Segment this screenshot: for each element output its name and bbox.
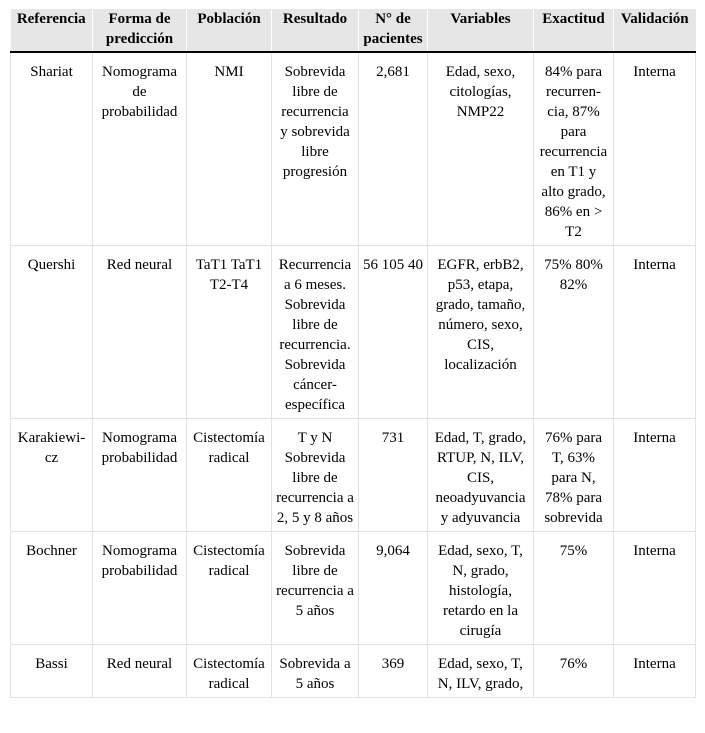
cell-resultado: T y N Sobrevida libre de recurrencia a 2, 5 y 8 años bbox=[272, 419, 359, 532]
header-referencia: Referencia bbox=[11, 9, 93, 52]
header-exactitud: Exactitud bbox=[534, 9, 614, 52]
header-poblacion: Población bbox=[187, 9, 272, 52]
cell-exactitud: 76% bbox=[534, 645, 614, 698]
prediction-models-table bbox=[10, 9, 696, 698]
cell-validacion: Interna bbox=[614, 52, 696, 246]
cell-resultado: Recurrencia a 6 meses. Sobrevida libre de recurrencia. Sobrevida cáncer-específica bbox=[272, 246, 359, 419]
header-row bbox=[11, 9, 696, 52]
cell-pacientes: 369 bbox=[359, 645, 428, 698]
cell-poblacion: TaT1 TaT1 T2-T4 bbox=[187, 246, 272, 419]
cell-variables: Edad, T, grado, RTUP, N, ILV, CIS, neoadyuvancia y adyuvancia bbox=[428, 419, 534, 532]
table-row bbox=[11, 532, 696, 645]
cell-poblacion: Cistectomía radical bbox=[187, 419, 272, 532]
header-pacientes: N° de pacientes bbox=[359, 9, 428, 52]
cell-pacientes: 9,064 bbox=[359, 532, 428, 645]
cell-forma: Nomograma probabilidad bbox=[93, 419, 187, 532]
cell-variables: Edad, sexo, citologías, NMP22 bbox=[428, 52, 534, 246]
header-validacion: Validación bbox=[614, 9, 696, 52]
cell-forma: Red neural bbox=[93, 645, 187, 698]
cell-pacientes: 56 105 40 bbox=[359, 246, 428, 419]
cell-referencia: Bochner bbox=[11, 532, 93, 645]
header-variables: Variables bbox=[428, 9, 534, 52]
cell-variables: Edad, sexo, T, N, grado, histología, retardo en la cirugía bbox=[428, 532, 534, 645]
cell-exactitud: 84% para recurren-cia, 87% para recurrencia en T1 y alto grado, 86% en > T2 bbox=[534, 52, 614, 246]
table-row bbox=[11, 645, 696, 698]
cell-variables: Edad, sexo, T, N, ILV, grado, bbox=[428, 645, 534, 698]
cell-validacion: Interna bbox=[614, 532, 696, 645]
table-row bbox=[11, 52, 696, 246]
cell-poblacion: Cistectomía radical bbox=[187, 532, 272, 645]
cell-resultado: Sobrevida a 5 años bbox=[272, 645, 359, 698]
cell-forma: Nomograma de probabilidad bbox=[93, 52, 187, 246]
header-resultado: Resultado bbox=[272, 9, 359, 52]
header-forma-prediccion: Forma de predicción bbox=[93, 9, 187, 52]
cell-referencia: Quershi bbox=[11, 246, 93, 419]
table-row bbox=[11, 419, 696, 532]
cell-exactitud: 75% 80% 82% bbox=[534, 246, 614, 419]
cell-poblacion: Cistectomía radical bbox=[187, 645, 272, 698]
cell-referencia: Bassi bbox=[11, 645, 93, 698]
cell-referencia: Karakiewi-cz bbox=[11, 419, 93, 532]
cell-resultado: Sobrevida libre de recurrencia y sobrevida libre progresión bbox=[272, 52, 359, 246]
cell-poblacion: NMI bbox=[187, 52, 272, 246]
cell-pacientes: 2,681 bbox=[359, 52, 428, 246]
cell-validacion: Interna bbox=[614, 419, 696, 532]
cell-validacion: Interna bbox=[614, 246, 696, 419]
cell-validacion: Interna bbox=[614, 645, 696, 698]
cell-variables: EGFR, erbB2, p53, etapa, grado, tamaño, número, sexo, CIS, localización bbox=[428, 246, 534, 419]
cell-exactitud: 76% para T, 63% para N, 78% para sobrevida bbox=[534, 419, 614, 532]
table-row bbox=[11, 246, 696, 419]
prediction-models-table-container bbox=[10, 9, 695, 698]
cell-referencia: Shariat bbox=[11, 52, 93, 246]
cell-forma: Red neural bbox=[93, 246, 187, 419]
cell-resultado: Sobrevida libre de recurrencia a 5 años bbox=[272, 532, 359, 645]
cell-exactitud: 75% bbox=[534, 532, 614, 645]
cell-pacientes: 731 bbox=[359, 419, 428, 532]
cell-forma: Nomograma probabilidad bbox=[93, 532, 187, 645]
